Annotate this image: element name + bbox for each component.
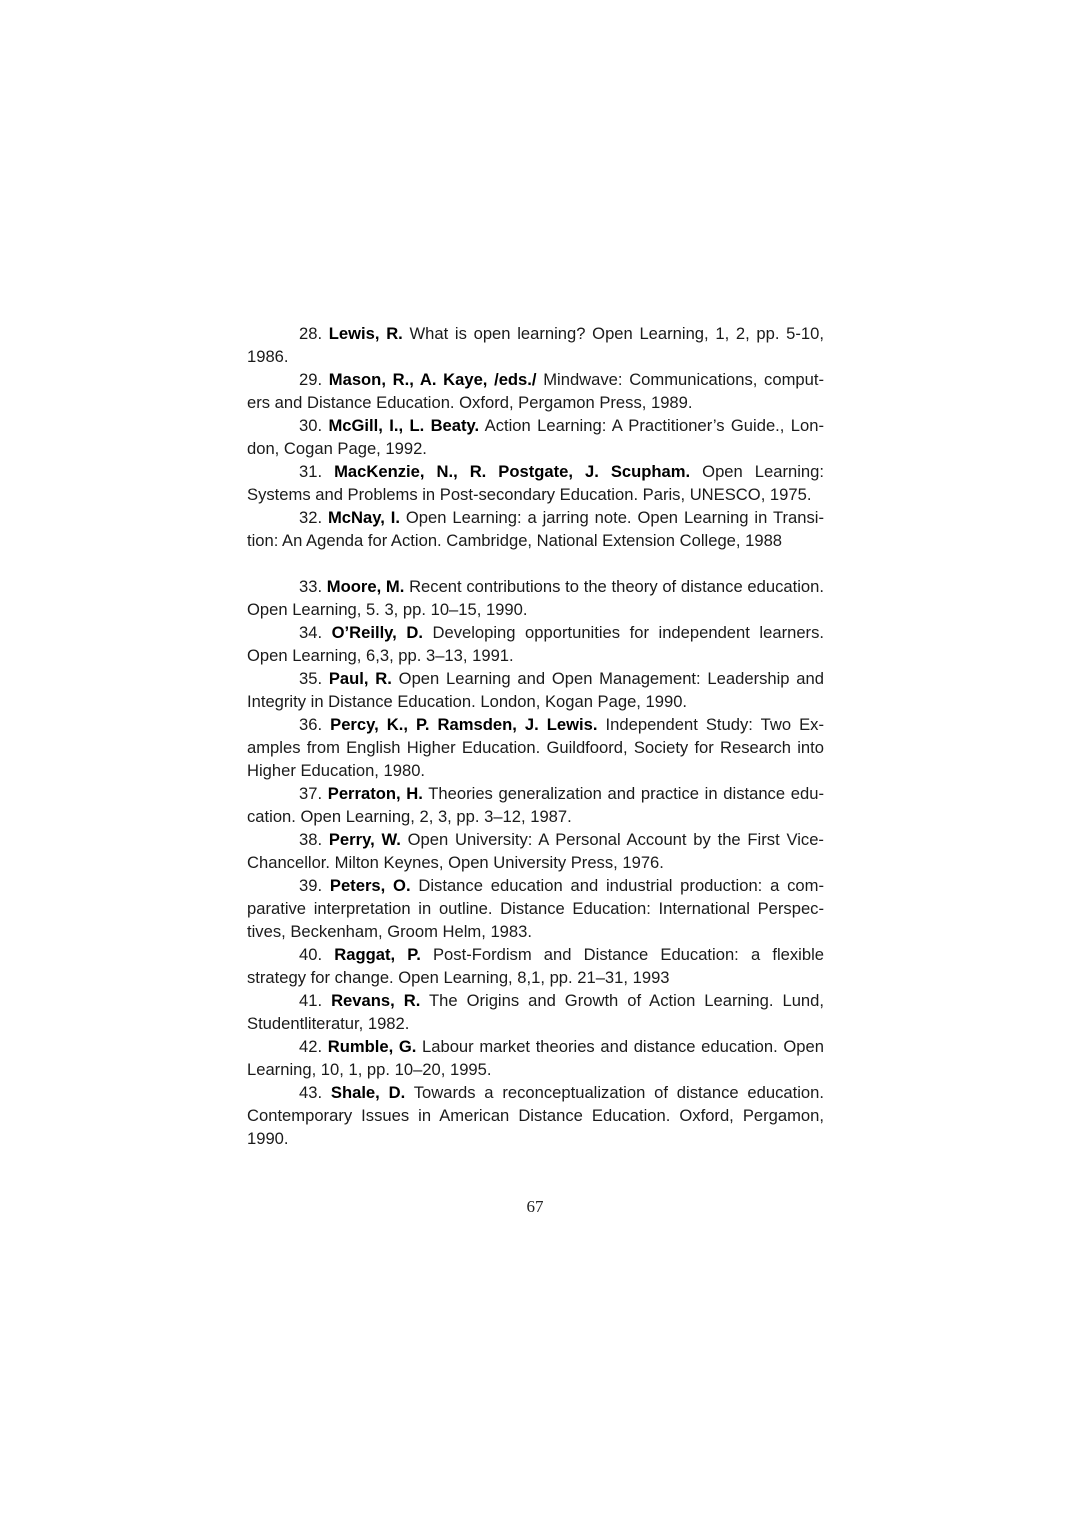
reference-author: Lewis, R. <box>328 324 403 343</box>
reference-entry <box>247 667 824 713</box>
reference-entry <box>247 322 824 368</box>
page-number: 67 <box>526 1197 544 1216</box>
reference-list <box>247 322 824 1150</box>
reference-author: Moore, M. <box>326 577 405 596</box>
reference-text: Mindwave: Communications, computers and Distance Education. Oxford, Pergamon Press, 1989. <box>247 370 824 412</box>
reference-number: 34. <box>299 623 323 642</box>
reference-author: Percy, K., P. Ramsden, J. Lewis. <box>330 715 598 734</box>
reference-text: Open Learning: Systems and Problems in Post-secondary Education. Paris, UNESCO, 1975. <box>247 462 824 504</box>
reference-author: Rumble, G. <box>327 1037 417 1056</box>
reference-entry <box>247 828 824 874</box>
reference-text: Independent Study: Two Examples from English Higher Education. Guildfoord, Society for Research into Higher Education, 1980. <box>247 715 824 780</box>
reference-text: Open University: A Personal Account by the First Vice-Chancellor. Milton Keynes, Open University Press, 1976. <box>247 830 824 872</box>
reference-number: 43. <box>299 1083 323 1102</box>
reference-text: Open Learning and Open Management: Leadership and Integrity in Distance Education. London, Kogan Page, 1990. <box>247 669 824 711</box>
reference-entry <box>247 874 824 943</box>
reference-text: Distance education and industrial production: a comparative interpretation in outline. Distance Education: International Perspectives, Beckenham, Groom Helm, 1983. <box>247 876 824 941</box>
reference-entry <box>247 1035 824 1081</box>
reference-text: Towards a reconceptualization of distance education. Contemporary Issues in American Distance Education. Oxford, Pergamon, 1990. <box>247 1083 824 1148</box>
reference-number: 32. <box>299 508 323 527</box>
reference-author: Mason, R., A. Kaye, /eds./ <box>328 370 537 389</box>
reference-text: The Origins and Growth of Action Learning. Lund, Studentliteratur, 1982. <box>247 991 824 1033</box>
reference-entry <box>247 575 824 621</box>
reference-author: O’Reilly, D. <box>331 623 423 642</box>
reference-number: 28. <box>299 324 323 343</box>
reference-number: 39. <box>299 876 323 895</box>
reference-author: McGill, I., L. Beaty. <box>328 416 480 435</box>
reference-text: Labour market theories and distance education. Open Learning, 10, 1, pp. 10–20, 1995. <box>247 1037 824 1079</box>
reference-number: 38. <box>299 830 323 849</box>
reference-entry <box>247 943 824 989</box>
reference-entry <box>247 621 824 667</box>
reference-number: 31. <box>299 462 323 481</box>
reference-author: Shale, D. <box>330 1083 406 1102</box>
reference-text: Action Learning: A Practitioner’s Guide., London, Cogan Page, 1992. <box>247 416 824 458</box>
reference-entry <box>247 1081 824 1150</box>
reference-text: Open Learning: a jarring note. Open Learning in Transition: An Agenda for Action. Cambridge, National Extension College, 1988 <box>247 508 824 550</box>
reference-text: What is open learning? Open Learning, 1, 2, pp. 5-10, 1986. <box>247 324 824 366</box>
reference-text: Post-Fordism and Distance Education: a flexible strategy for change. Open Learning, 8,1, pp. 21–31, 1993 <box>247 945 824 987</box>
reference-number: 37. <box>299 784 323 803</box>
reference-text: Developing opportunities for independent learners. Open Learning, 6,3, pp. 3–13, 1991. <box>247 623 824 665</box>
reference-author: Paul, R. <box>328 669 392 688</box>
reference-number: 33. <box>299 577 323 596</box>
reference-author: Peters, O. <box>329 876 411 895</box>
reference-entry <box>247 414 824 460</box>
reference-author: MacKenzie, N., R. Postgate, J. Scupham. <box>334 462 691 481</box>
reference-number: 42. <box>299 1037 323 1056</box>
reference-entry <box>247 713 824 782</box>
reference-author: Perraton, H. <box>327 784 423 803</box>
reference-entry <box>247 368 824 414</box>
reference-number: 30. <box>299 416 323 435</box>
reference-number: 29. <box>299 370 323 389</box>
reference-entry <box>247 460 824 506</box>
reference-text: Recent contributions to the theory of distance education. Open Learning, 5. 3, pp. 10–15, 1990. <box>247 577 824 619</box>
reference-entry <box>247 782 824 828</box>
reference-number: 40. <box>299 945 323 964</box>
reference-author: Raggat, P. <box>334 945 421 964</box>
reference-number: 35. <box>299 669 323 688</box>
reference-entry <box>247 506 824 552</box>
reference-entry <box>247 989 824 1035</box>
reference-author: Perry, W. <box>328 830 401 849</box>
reference-author: McNay, I. <box>327 508 400 527</box>
reference-text: Theories generalization and practice in distance education. Open Learning, 2, 3, pp. 3–12, 1987. <box>247 784 824 826</box>
reference-number: 36. <box>299 715 323 734</box>
reference-number: 41. <box>299 991 323 1010</box>
reference-author: Revans, R. <box>331 991 421 1010</box>
